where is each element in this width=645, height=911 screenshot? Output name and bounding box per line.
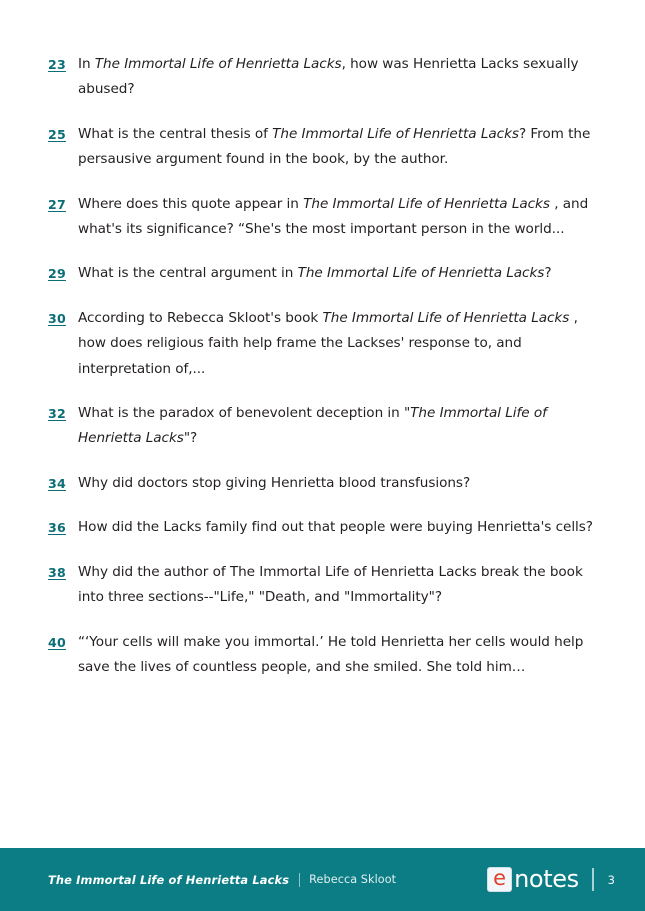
question-text — [78, 192, 600, 243]
book-title-italic: The Immortal Life of Henrietta Lacks — [297, 265, 545, 282]
question-item — [48, 306, 600, 382]
book-title-italic: The Immortal Life of Henrietta Lacks — [303, 195, 555, 212]
book-title-italic: The Immortal Life of Henrietta Lacks — [322, 309, 574, 326]
question-number-link[interactable]: 36 — [48, 520, 66, 536]
question-text-segment: , and what's its significance? “She's the most important person in the world... — [78, 195, 589, 238]
question-item — [48, 52, 600, 103]
question-text — [78, 630, 600, 681]
question-item — [48, 401, 600, 452]
question-number-link[interactable]: 27 — [48, 196, 66, 212]
question-text-segment: “‘Your cells will make you immortal.’ He told Henrietta her cells would help save the lives of countless people, and she smiled. She told him… — [78, 633, 584, 675]
question-text-segment: "? — [183, 430, 198, 447]
enotes-logo-e-badge — [487, 867, 512, 892]
question-text-segment: Where does this quote appear in — [78, 195, 304, 212]
question-number-link[interactable]: 25 — [48, 126, 66, 142]
question-text-segment: , how was Henrietta Lacks sexually abused? — [78, 56, 579, 98]
question-text-segment: According to Rebecca Skloot's book — [78, 309, 323, 326]
question-list — [48, 52, 600, 699]
question-text — [78, 401, 600, 452]
question-number-link[interactable]: 29 — [48, 266, 66, 282]
footer-content — [48, 848, 615, 911]
question-item — [48, 471, 600, 496]
question-item — [48, 515, 600, 540]
question-number-link[interactable]: 38 — [48, 564, 66, 580]
question-text-segment: Why did doctors stop giving Henrietta blood transfusions? — [78, 474, 471, 491]
question-number-link[interactable]: 23 — [48, 57, 66, 72]
question-text-segment: What is the paradox of benevolent deception in " — [78, 405, 411, 422]
question-text-segment: ? From the persausive argument found in the book, by the author. — [78, 125, 591, 168]
question-item — [48, 192, 600, 243]
question-text-segment: In — [78, 56, 95, 72]
question-text-segment: , how does religious faith help frame the Lackses' response to, and interpretation of,... — [78, 309, 578, 377]
question-text — [78, 306, 600, 382]
question-text-segment: ? — [544, 265, 552, 282]
question-number-link[interactable]: 32 — [48, 406, 66, 422]
question-text — [78, 52, 600, 103]
enotes-logo-word: notes — [514, 864, 579, 893]
question-text-segment: What is the central argument in — [78, 265, 298, 282]
book-title-italic: The Immortal Life of Henrietta Lacks — [78, 405, 547, 447]
question-text — [78, 515, 600, 540]
question-text-segment: How did the Lacks family find out that people were buying Henrietta's cells? — [78, 519, 593, 536]
enotes-logo[interactable] — [487, 864, 579, 893]
question-text — [78, 471, 600, 496]
question-text — [78, 560, 600, 611]
footer-right-group — [487, 864, 615, 893]
page-footer — [0, 848, 645, 911]
page-number: 3 — [607, 872, 615, 887]
footer-divider — [299, 873, 300, 887]
question-text-segment: What is the central thesis of — [78, 125, 273, 142]
footer-book-title: The Immortal Life of Henrietta Lacks — [48, 872, 290, 887]
footer-page-divider — [592, 868, 594, 891]
question-number-link[interactable]: 40 — [48, 634, 66, 650]
question-text — [78, 261, 600, 286]
question-text — [78, 122, 600, 173]
footer-author: Rebecca Skloot — [309, 873, 397, 886]
book-title-italic: The Immortal Life of Henrietta Lacks — [94, 56, 342, 72]
question-item — [48, 560, 600, 611]
question-item — [48, 122, 600, 173]
question-number-link[interactable]: 34 — [48, 475, 66, 491]
question-item — [48, 261, 600, 286]
question-item — [48, 630, 600, 681]
question-number-link[interactable]: 30 — [48, 310, 66, 326]
book-title-italic: The Immortal Life of Henrietta Lacks — [272, 125, 519, 142]
question-text-segment: Why did the author of The Immortal Life of Henrietta Lacks break the book into three sections--"Life," "Death, and "Immortality"? — [78, 563, 583, 606]
enotes-logo-letter: e — [493, 866, 507, 890]
